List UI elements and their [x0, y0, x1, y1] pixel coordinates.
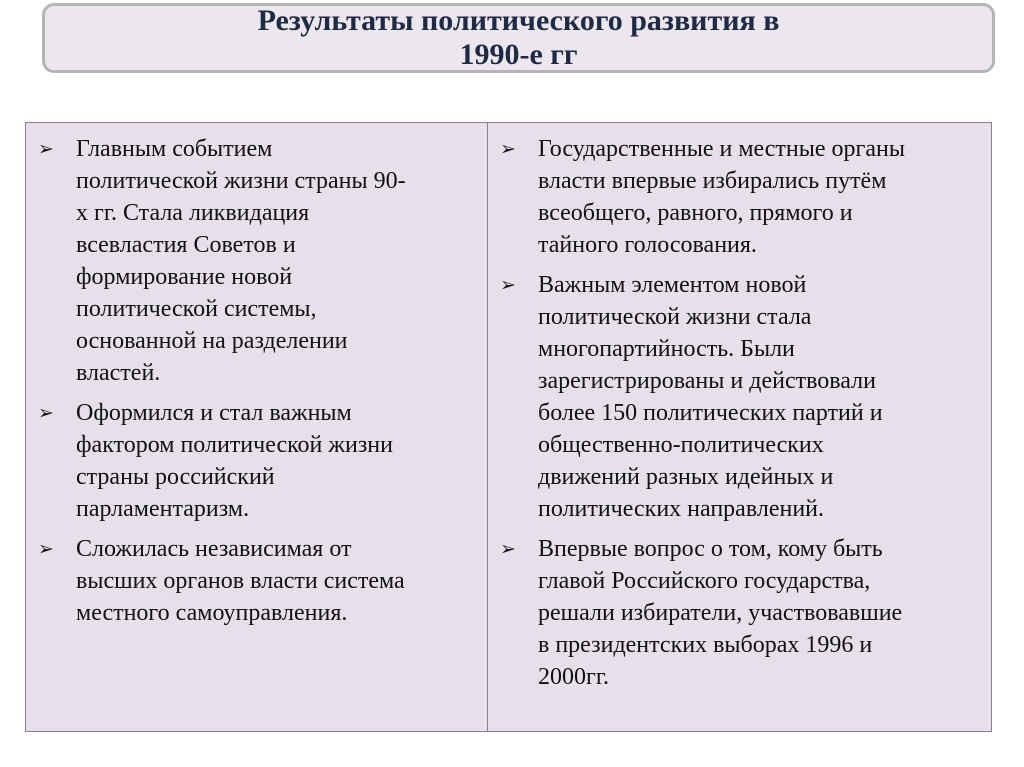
list-item — [38, 397, 477, 525]
arrow-bullet-icon: ➢ — [500, 138, 516, 160]
list-item-text: Сложилась независимая от высших органов власти система местного самоуправления. — [76, 536, 405, 626]
list-item-text: Оформился и стал важным фактором политической жизни страны российский парламентаризм. — [76, 400, 393, 522]
right-column — [488, 123, 991, 731]
arrow-bullet-icon: ➢ — [38, 402, 54, 424]
list-item-text: Государственные и местные органы власти впервые избирались путём всеобщего, равного, прямого и тайного голосования. — [538, 136, 906, 258]
arrow-bullet-icon: ➢ — [38, 138, 54, 160]
left-column — [26, 123, 488, 731]
arrow-bullet-icon: ➢ — [500, 274, 516, 296]
list-item — [500, 133, 981, 261]
title-banner — [42, 3, 995, 73]
list-item — [500, 269, 981, 525]
content-table — [25, 122, 992, 732]
list-item-text: Впервые вопрос о том, кому быть главой Российского государства, решали избиратели, участвовавшие в президентских выборах 1996 и 2000гг. — [538, 536, 903, 690]
page-title — [258, 4, 780, 72]
list-item — [38, 533, 477, 629]
list-item — [500, 533, 981, 693]
arrow-bullet-icon: ➢ — [38, 538, 54, 560]
arrow-bullet-icon: ➢ — [500, 538, 516, 560]
title-line-1: Результаты политического развития в — [257, 4, 780, 37]
list-item-text: Важным элементом новой политической жизни стала многопартийность. Были зарегистрированы и действовали более 150 политических партий и общественно-политических движений разных идейных и политических направлений. — [538, 272, 883, 522]
list-item — [38, 133, 477, 389]
title-line-2: 1990-е гг — [459, 38, 578, 71]
list-item-text: Главным событием политической жизни страны 90- х гг. Стала ликвидация всевластия Советов и формирование новой политической системы, основанной на разделении властей. — [76, 136, 406, 386]
